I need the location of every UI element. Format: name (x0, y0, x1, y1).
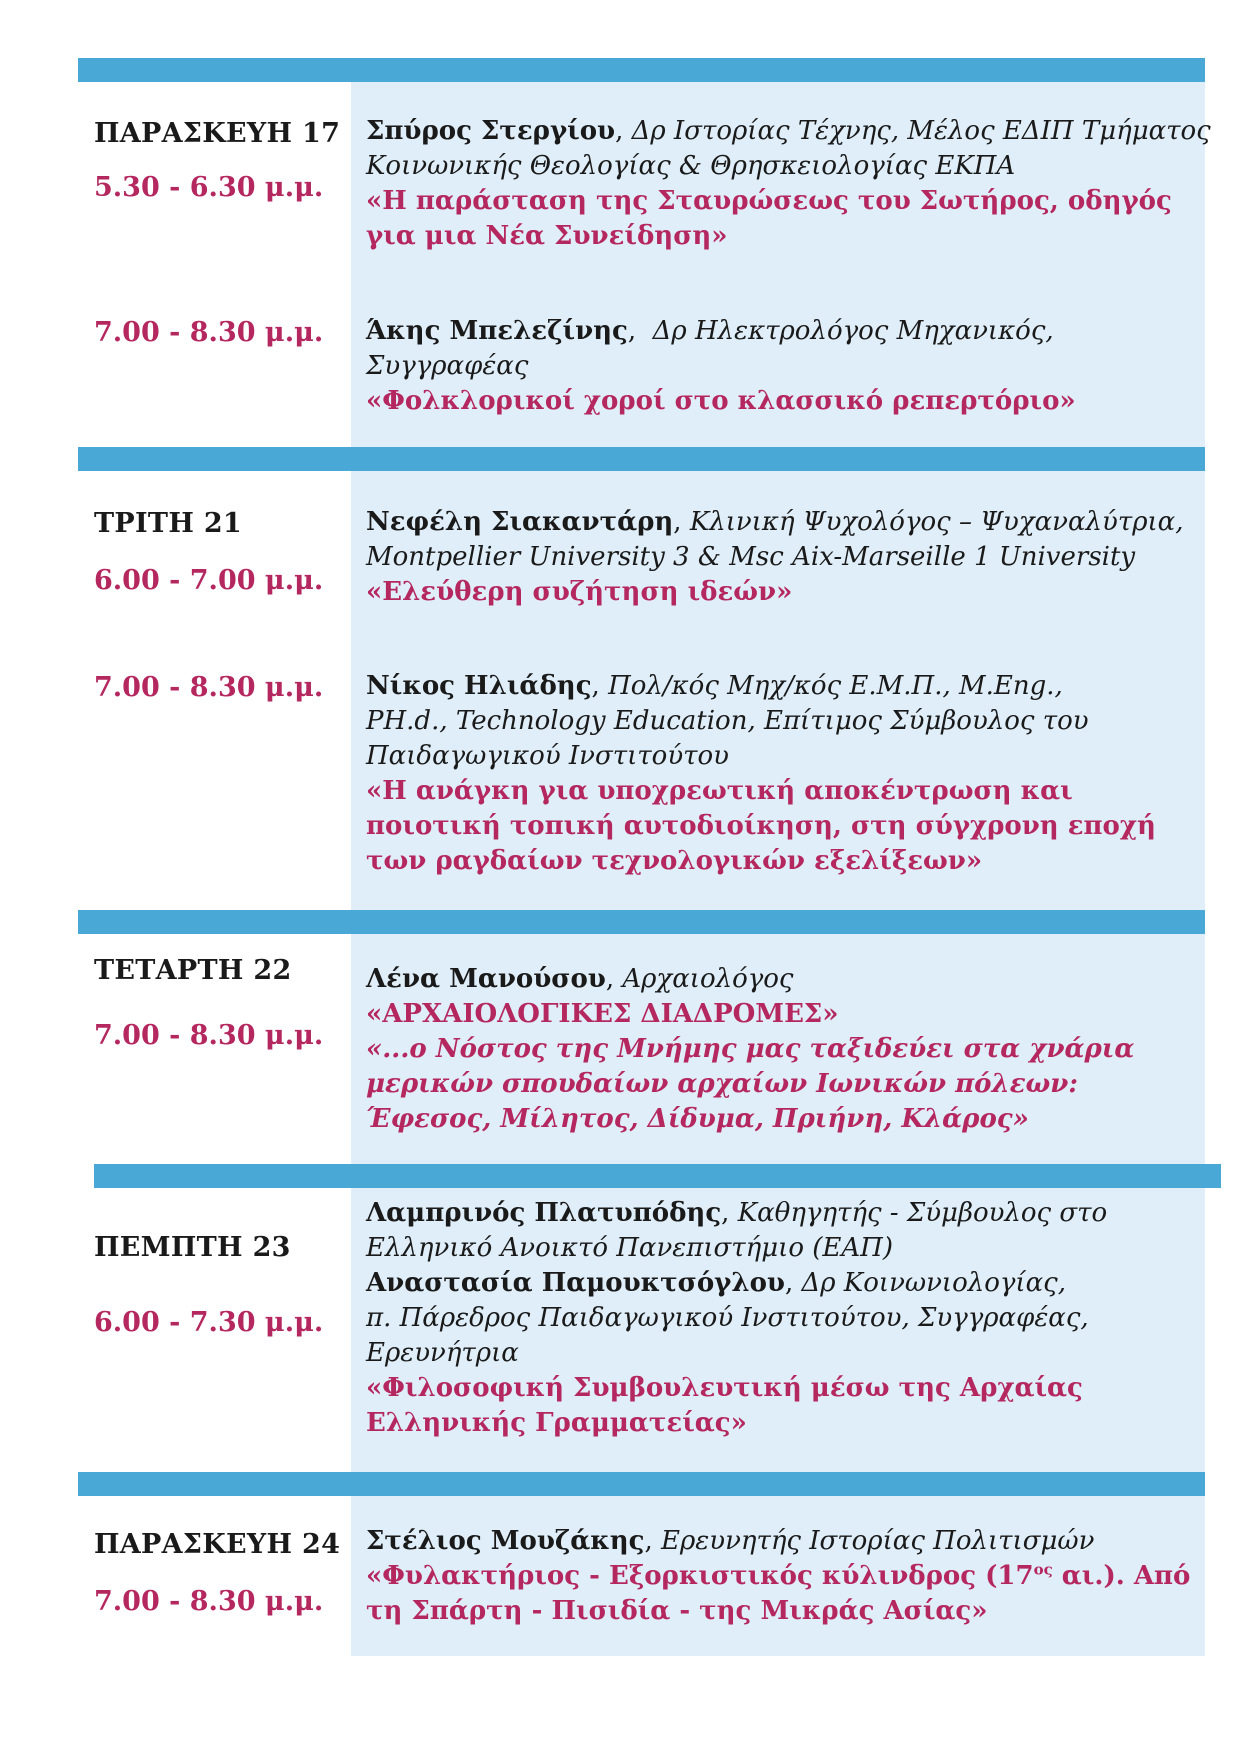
speaker-credentials: Συγγραφέας (366, 351, 529, 381)
talk-title (366, 1559, 1201, 1594)
session-entry: Νίκος Ηλιάδης, Πολ/κός Μηχ/κός Ε.Μ.Π., M.Eng., PH.d., Technology Education, Επίτιμος Σύμβουλος του Παιδαγωγικού Ινστιτούτου «Η ανάγκη για υποχρεωτική αποκέντρωση και ποιοτική τοπική αυτοδιοίκηση, στη σύγχρονη εποχή των ραγδαίων τεχνολογικών εξελίξεων» (366, 669, 1201, 879)
talk-title: «Ελεύθερη συζήτηση ιδεών» (366, 577, 793, 607)
ordinal-superscript: ος (1033, 1560, 1053, 1579)
talk-title: των ραγδαίων τεχνολογικών εξελίξεων» (366, 846, 983, 876)
separator-bar (78, 1472, 1205, 1496)
separator-bar (78, 58, 1205, 82)
day-label: ΠΕΜΠΤΗ 23 (94, 1232, 291, 1263)
talk-subtitle: Έφεσος, Μίλητος, Δίδυμα, Πριήνη, Κλάρος» (366, 1104, 1029, 1134)
separator-bar (94, 1164, 1221, 1188)
speaker-credentials: Ερευνητής Ιστορίας Πολιτισμών (661, 1526, 1095, 1556)
talk-title: «Φιλοσοφική Συμβουλευτική μέσω της Αρχαίας (366, 1373, 1083, 1403)
session-time: 7.00 - 8.30 μ.μ. (94, 1586, 324, 1617)
day-label: ΤΕΤΑΡΤΗ 22 (94, 955, 292, 986)
talk-title: Ελληνικής Γραμματείας» (366, 1408, 747, 1438)
session-time: 6.00 - 7.30 μ.μ. (94, 1307, 324, 1338)
talk-title: για μια Νέα Συνείδηση» (366, 221, 728, 251)
talk-title-part: αι.). Από (1052, 1561, 1191, 1591)
talk-subtitle: «...ο Νόστος της Μνήμης μας ταξιδεύει στα χνάρια (366, 1034, 1135, 1064)
talk-title: «ΑΡΧΑΙΟΛΟΓΙΚΕΣ ΔΙΑΔΡΟΜΕΣ» (366, 999, 839, 1029)
session-time: 6.00 - 7.00 μ.μ. (94, 565, 324, 596)
speaker-credentials: Κλινική Ψυχολόγος – Ψυχαναλύτρια, (689, 507, 1184, 537)
speaker-credentials: Ερευνήτρια (366, 1338, 519, 1368)
speaker-credentials: Καθηγητής - Σύμβουλος στο (737, 1198, 1108, 1228)
speaker-name: Νεφέλη Σιακαντάρη (366, 507, 674, 537)
separator-bar (78, 910, 1205, 934)
talk-title: τη Σπάρτη - Πισιδία - της Μικράς Ασίας» (366, 1596, 988, 1626)
speaker-credentials: Αρχαιολόγος (622, 964, 794, 994)
speaker-credentials: PH.d., Technology Education, Επίτιμος Σύμβουλος του (366, 706, 1089, 736)
talk-title: «Η παράσταση της Σταυρώσεως του Σωτήρος, οδηγός (366, 186, 1172, 216)
session-entry: Νεφέλη Σιακαντάρη, Κλινική Ψυχολόγος – Ψυχαναλύτρια, Montpellier University 3 & Msc Aix-Marseille 1 University «Ελεύθερη συζήτηση ιδεών» (366, 505, 1201, 610)
speaker-name: Λένα Μανούσου (366, 964, 606, 994)
speaker-credentials: Δρ Ιστορίας Τέχνης, Μέλος ΕΔΙΠ Τμήματος (631, 116, 1211, 146)
speaker-name: Αναστασία Παμουκτσόγλου (366, 1268, 785, 1298)
speaker-credentials: Montpellier University 3 & Msc Aix-Marseille 1 University (366, 542, 1136, 572)
session-time: 7.00 - 8.30 μ.μ. (94, 317, 324, 348)
session-time: 7.00 - 8.30 μ.μ. (94, 672, 324, 703)
speaker-name: Στέλιος Μουζάκης (366, 1526, 645, 1556)
session-entry: Στέλιος Μουζάκης, Ερευνητής Ιστορίας Πολιτισμών «Φυλακτήριος - Εξορκιστικός κύλινδρος ($17^{o\varsigma}$ αι.). Από τη Σπάρτη - Πισιδία - της Μικράς Ασίας» (366, 1524, 1201, 1629)
talk-subtitle: μερικών σπουδαίων αρχαίων Ιωνικών πόλεων: (366, 1069, 1078, 1099)
session-time: 5.30 - 6.30 μ.μ. (94, 172, 324, 203)
speaker-credentials: Κοινωνικής Θεολογίας & Θρησκειολογίας ΕΚΠΑ (366, 151, 1016, 181)
session-entry: Σπύρος Στεργίου, Δρ Ιστορίας Τέχνης, Μέλος ΕΔΙΠ Τμήματος Κοινωνικής Θεολογίας & Θρησκειολογίας ΕΚΠΑ «Η παράσταση της Σταυρώσεως του Σωτήρος, οδηγός για μια Νέα Συνείδηση» (366, 114, 1201, 254)
speaker-credentials: π. Πάρεδρος Παιδαγωγικού Ινστιτούτου, Συγγραφέας, (366, 1303, 1089, 1333)
separator-bar (78, 447, 1205, 471)
session-time: 7.00 - 8.30 μ.μ. (94, 1020, 324, 1051)
speaker-credentials: Δρ Κοινωνιολογίας, (801, 1268, 1066, 1298)
session-entry: Λαμπρινός Πλατυπόδης, Καθηγητής - Σύμβουλος στο Ελληνικό Ανοικτό Πανεπιστήμιο (ΕΑΠ) Αναστασία Παμουκτσόγλου, Δρ Κοινωνιολογίας, π. Πάρεδρος Παιδαγωγικού Ινστιτούτου, Συγγραφέας, Ερευνήτρια «Φιλοσοφική Συμβουλευτική μέσω της Αρχαίας Ελληνικής Γραμματείας» (366, 1196, 1201, 1441)
session-entry: Λένα Μανούσου, Αρχαιολόγος «ΑΡΧΑΙΟΛΟΓΙΚΕΣ ΔΙΑΔΡΟΜΕΣ» «...ο Νόστος της Μνήμης μας ταξιδεύει στα χνάρια μερικών σπουδαίων αρχαίων Ιωνικών πόλεων: Έφεσος, Μίλητος, Δίδυμα, Πριήνη, Κλάρος» (366, 962, 1201, 1137)
speaker-credentials: Ελληνικό Ανοικτό Πανεπιστήμιο (ΕΑΠ) (366, 1233, 893, 1263)
speaker-name: Νίκος Ηλιάδης (366, 671, 592, 701)
talk-title: ποιοτική τοπική αυτοδιοίκηση, στη σύγχρονη εποχή (366, 811, 1156, 841)
day-label: ΠΑΡΑΣΚΕΥΗ 24 (94, 1529, 341, 1560)
talk-title: «Φολκλορικοί χοροί στο κλασσικό ρεπερτόριο» (366, 386, 1076, 416)
speaker-name: Λαμπρινός Πλατυπόδης (366, 1198, 722, 1228)
speaker-name: Σπύρος Στεργίου (366, 116, 616, 146)
speaker-name: Άκης Μπελεζίνης (366, 316, 628, 346)
talk-title-part: «Φυλακτήριος - Εξορκιστικός κύλινδρος (17 (366, 1561, 1034, 1591)
speaker-credentials: Πολ/κός Μηχ/κός Ε.Μ.Π., M.Eng., (608, 671, 1063, 701)
speaker-credentials: Δρ Ηλεκτρολόγος Μηχανικός, (652, 316, 1054, 346)
session-entry: Άκης Μπελεζίνης, Δρ Ηλεκτρολόγος Μηχανικός, Συγγραφέας «Φολκλορικοί χοροί στο κλασσικό ρεπερτόριο» (366, 314, 1201, 419)
day-label: ΠΑΡΑΣΚΕΥΗ 17 (94, 118, 341, 149)
day-label: ΤΡΙΤΗ 21 (94, 508, 242, 539)
talk-title: «Η ανάγκη για υποχρεωτική αποκέντρωση και (366, 776, 1073, 806)
speaker-credentials: Παιδαγωγικού Ινστιτούτου (366, 741, 729, 771)
